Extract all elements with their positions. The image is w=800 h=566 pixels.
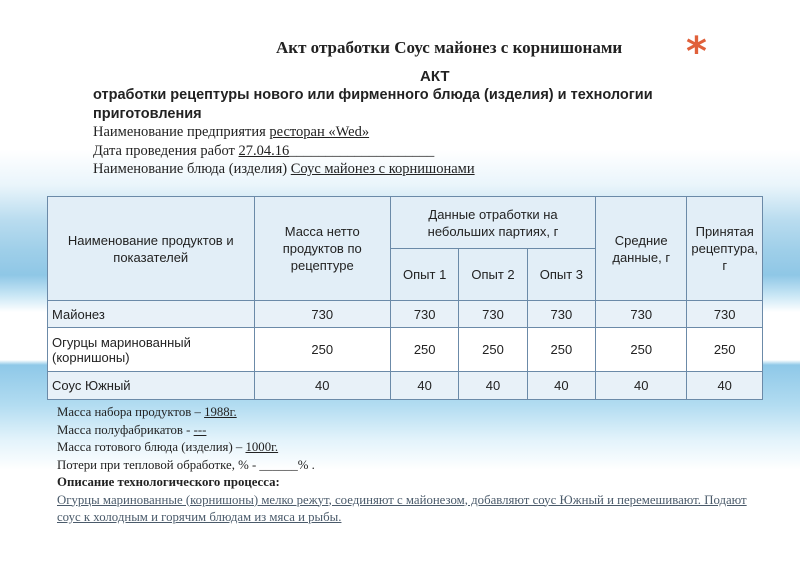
cell-accepted: 250 xyxy=(687,328,763,372)
slide-title: Акт отработки Соус майонез с корнишонами xyxy=(276,38,623,57)
description-heading: Описание технологического процесса: xyxy=(57,475,280,489)
ready-value: 1000г. xyxy=(245,440,279,454)
enterprise-line xyxy=(93,123,713,142)
cell-average: 730 xyxy=(596,301,687,328)
description-text: Огурцы маринованные (корнишоны) мелко режут, соединяют с майонезом, добавляют соус Южный и перемешивают. Подают соус к холодным и горячим блюдам из мяса и рыбы. xyxy=(57,492,747,524)
header-trial-2: Опыт 2 xyxy=(459,249,527,301)
table-row xyxy=(48,301,763,328)
enterprise-label: Наименование предприятия xyxy=(93,124,266,140)
header-average: Средние данные, г xyxy=(596,197,687,301)
cell-average: 250 xyxy=(596,328,687,372)
cell-net: 40 xyxy=(254,372,390,400)
footer-block xyxy=(57,404,747,527)
act-header-block xyxy=(93,86,713,179)
cell-trial-3: 730 xyxy=(527,301,595,328)
date-value: 27.04.16 xyxy=(238,142,290,159)
header-trial-1: Опыт 1 xyxy=(390,249,458,301)
cell-accepted: 730 xyxy=(687,301,763,328)
cell-trial-1: 730 xyxy=(390,301,458,328)
cell-net: 730 xyxy=(254,301,390,328)
table-row xyxy=(48,372,763,400)
cell-trial-3: 250 xyxy=(527,328,595,372)
header-product-name: Наименование продуктов и показателей xyxy=(48,197,255,301)
cell-net: 250 xyxy=(254,328,390,372)
dish-line xyxy=(93,160,713,179)
date-line xyxy=(93,142,713,161)
cell-name: Майонез xyxy=(48,301,255,328)
table-row xyxy=(48,328,763,372)
set-mass-value: 1988г. xyxy=(204,405,237,419)
act-subheading: отработки рецептуры нового или фирменного блюда (изделия) и технологии приготовления xyxy=(93,87,653,122)
date-blank: ____________________ xyxy=(289,142,435,159)
cell-trial-3: 40 xyxy=(527,372,595,400)
enterprise-value: ресторан «Wed» xyxy=(269,124,370,140)
header-trial-3: Опыт 3 xyxy=(527,249,595,301)
cell-trial-2: 40 xyxy=(459,372,527,400)
set-mass-label: Масса набора продуктов – xyxy=(57,405,205,419)
semi-value: --- xyxy=(193,422,207,437)
semi-label: Масса полуфабрикатов - xyxy=(57,422,194,437)
recipe-table xyxy=(47,196,763,400)
cell-trial-1: 40 xyxy=(390,372,458,400)
act-heading: АКТ xyxy=(420,68,450,85)
loss-line: Потери при тепловой обработке, % - ______% . xyxy=(57,457,315,472)
header-trial-data: Данные отработки на небольших партиях, г xyxy=(390,197,595,249)
cell-average: 40 xyxy=(596,372,687,400)
header-net-mass: Масса нетто продуктов по рецептуре xyxy=(254,197,390,301)
cell-name: Соус Южный xyxy=(48,372,255,400)
cell-trial-2: 250 xyxy=(459,328,527,372)
cell-trial-1: 250 xyxy=(390,328,458,372)
cell-name: Огурцы маринованный (корнишоны) xyxy=(48,328,255,372)
dish-value: Соус майонез с корнишонами xyxy=(290,161,475,177)
set-mass-line xyxy=(57,404,747,422)
ready-line xyxy=(57,439,747,457)
ready-label: Масса готового блюда (изделия) – xyxy=(57,440,246,454)
header-accepted: Принятая рецептура, г xyxy=(687,197,763,301)
date-label: Дата проведения работ xyxy=(93,142,235,159)
cell-trial-2: 730 xyxy=(459,301,527,328)
semi-line xyxy=(57,422,747,440)
cell-accepted: 40 xyxy=(687,372,763,400)
dish-label: Наименование блюда (изделия) xyxy=(93,161,288,177)
asterisk-bullet-icon: * xyxy=(686,29,707,75)
